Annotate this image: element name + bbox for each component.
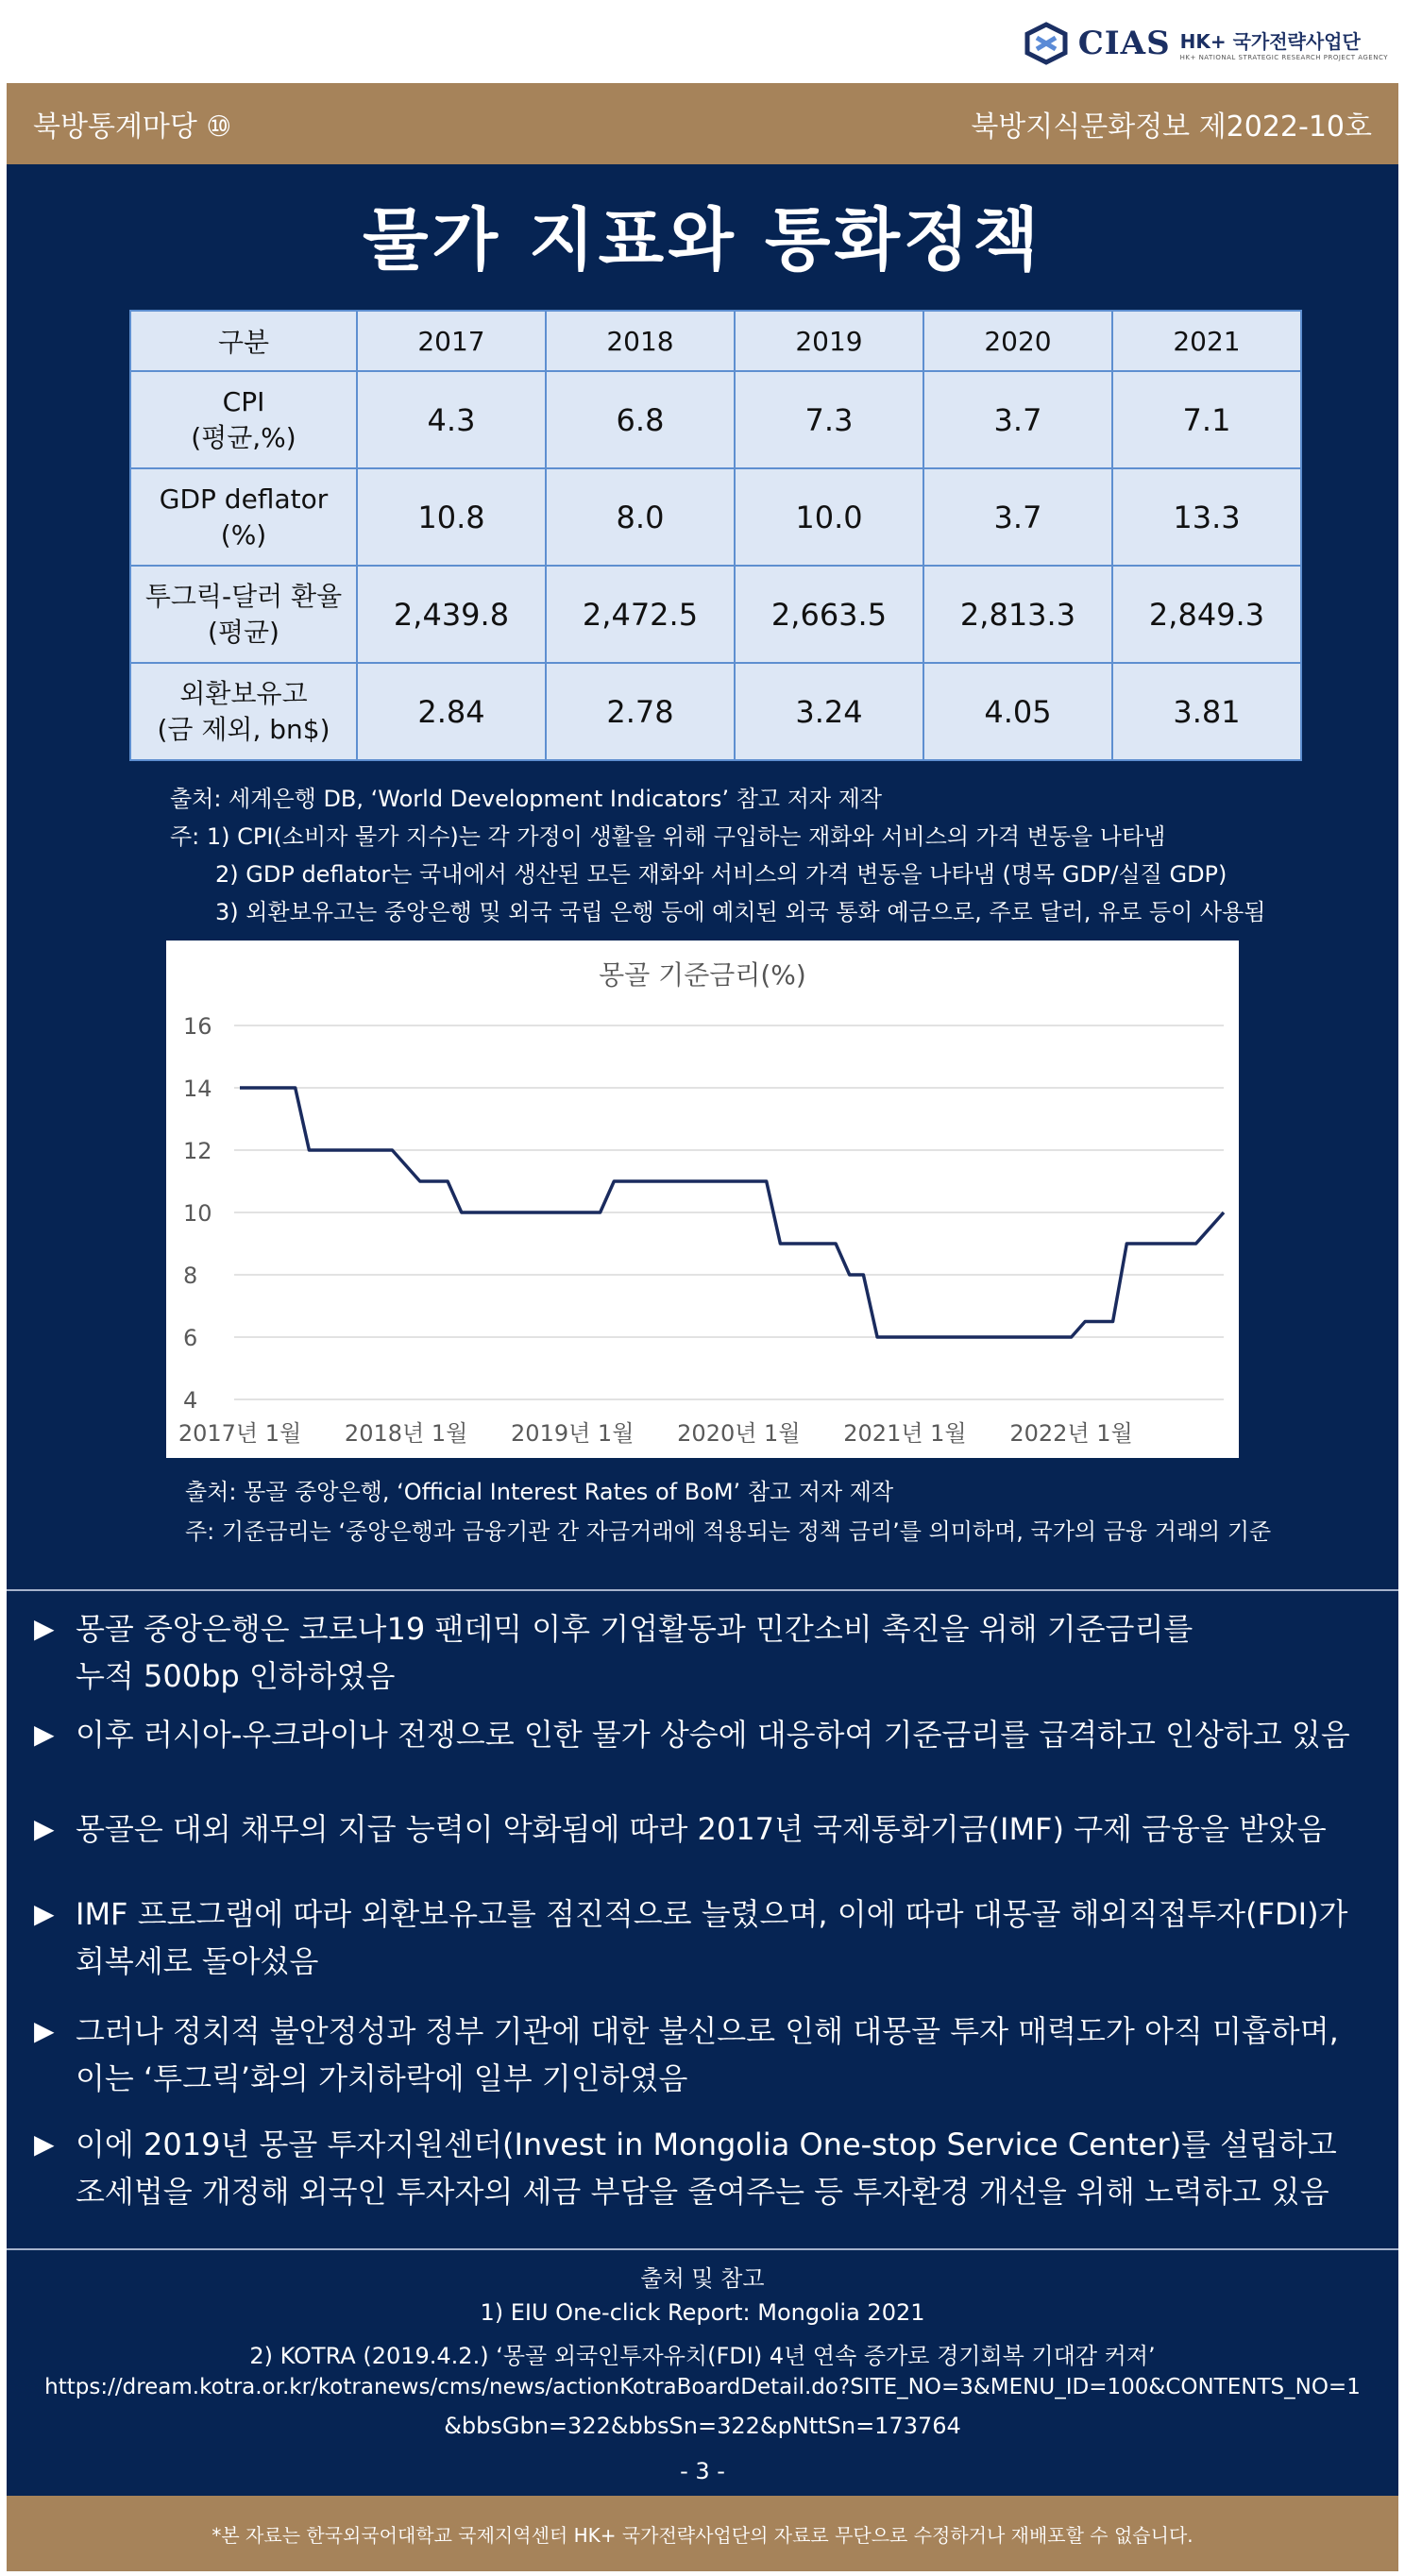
row-label bbox=[130, 566, 357, 663]
bullet-line: 몽골 중앙은행은 코로나19 팬데믹 이후 기업활동과 민간소비 촉진을 위해 기준금리를 bbox=[76, 1611, 1193, 1647]
table-cell: 7.1 bbox=[1112, 371, 1301, 468]
bullet-line: 그러나 정치적 불안정성과 정부 기관에 대한 불신으로 인해 대몽골 투자 매력도가 아직 미흡하며, bbox=[76, 2013, 1339, 2049]
row-label-sub: (평균) bbox=[208, 616, 279, 648]
table-header-row bbox=[130, 311, 1301, 371]
row-label-sub: (평균,%) bbox=[191, 421, 296, 453]
reference-item: 2) KOTRA (2019.4.2.) ‘몽골 외국인투자유치(FDI) 4년 연속 증가로 경기회복 기대감 커져’ bbox=[249, 2343, 1156, 2369]
y-tick-label: 14 bbox=[183, 1076, 212, 1102]
row-label-main: CPI bbox=[222, 385, 265, 417]
page-title: 물가 지표와 통화정책 bbox=[362, 200, 1043, 280]
y-tick-label: 16 bbox=[183, 1013, 212, 1040]
table-cell: 7.3 bbox=[735, 371, 923, 468]
bullet-line: 몽골은 대외 채무의 지급 능력이 악화됨에 따라 2017년 국제통화기금(IMF) 구제 금융을 받았음 bbox=[76, 1811, 1327, 1847]
y-tick-label: 6 bbox=[183, 1325, 198, 1351]
y-tick-label: 12 bbox=[183, 1138, 212, 1164]
triangle-bullet-icon: ▶ bbox=[34, 2128, 55, 2160]
chart-note: 주: 기준금리는 ‘중앙은행과 금융기관 간 자금거래에 적용되는 정책 금리’를 의미하며, 국가의 금융 거래의 기준 bbox=[185, 1518, 1272, 1545]
table-cell: 2,472.5 bbox=[546, 566, 735, 663]
table-cell: 4.3 bbox=[357, 371, 546, 468]
series-label: 북방통계마당 ⑩ bbox=[33, 110, 232, 144]
bullet-line: 조세법을 개정해 외국인 투자자의 세금 부담을 줄여주는 등 투자환경 개선을 위해 노력하고 있음 bbox=[76, 2174, 1329, 2210]
row-label-main: GDP deflator bbox=[159, 483, 329, 515]
reference-url[interactable]: &bbsGbn=322&bbsSn=322&pNttSn=173764 bbox=[444, 2413, 961, 2439]
bullet-line: 누적 500bp 인하하였음 bbox=[76, 1658, 396, 1694]
y-tick-label: 4 bbox=[183, 1387, 198, 1414]
x-tick-label: 2017년 1월 bbox=[178, 1420, 302, 1447]
table-row bbox=[130, 371, 1301, 468]
logo-brand: CIAS bbox=[1077, 25, 1171, 62]
triangle-bullet-icon: ▶ bbox=[34, 1813, 55, 1844]
reference-item: 1) EIU One-click Report: Mongolia 2021 bbox=[480, 2299, 925, 2326]
x-tick-label: 2018년 1월 bbox=[344, 1420, 468, 1447]
table-cell: 10.0 bbox=[735, 468, 923, 566]
bullet-text bbox=[76, 2008, 1379, 2102]
x-tick-label: 2020년 1월 bbox=[677, 1420, 801, 1447]
interest-rate-chart bbox=[166, 941, 1239, 1458]
table-cell: 13.3 bbox=[1112, 468, 1301, 566]
row-label bbox=[130, 371, 357, 468]
table-cell: 3.24 bbox=[735, 663, 923, 760]
cias-logo-icon bbox=[1024, 21, 1069, 66]
triangle-bullet-icon: ▶ bbox=[34, 1613, 55, 1644]
x-tick-label: 2022년 1월 bbox=[1009, 1420, 1133, 1447]
column-header: 2020 bbox=[923, 311, 1112, 371]
column-header: 구분 bbox=[130, 311, 357, 371]
bullet-text bbox=[76, 2121, 1379, 2215]
logo-org-name: HK+ 국가전략사업단 bbox=[1179, 29, 1361, 53]
table-cell: 2.84 bbox=[357, 663, 546, 760]
column-header: 2019 bbox=[735, 311, 923, 371]
y-tick-label: 8 bbox=[183, 1263, 198, 1289]
references-heading: 출처 및 참고 bbox=[640, 2265, 765, 2292]
issue-label: 북방지식문화정보 제2022-10호 bbox=[971, 110, 1372, 144]
table-row bbox=[130, 468, 1301, 566]
row-label-sub: (금 제외, bn$) bbox=[157, 713, 330, 745]
section-divider bbox=[7, 1589, 1398, 1591]
triangle-bullet-icon: ▶ bbox=[34, 1719, 55, 1750]
table-note-3: 3) 외환보유고는 중앙은행 및 외국 국립 은행 등에 예치된 외국 통화 예금으로, 주로 달러, 유로 등이 사용됨 bbox=[215, 899, 1266, 925]
row-label-main: 외환보유고 bbox=[179, 677, 308, 709]
column-header: 2018 bbox=[546, 311, 735, 371]
bullet-text bbox=[76, 1805, 1379, 1853]
table-cell: 2.78 bbox=[546, 663, 735, 760]
stats-table bbox=[129, 310, 1302, 761]
table-cell: 2,813.3 bbox=[923, 566, 1112, 663]
table-cell: 8.0 bbox=[546, 468, 735, 566]
table-cell: 3.81 bbox=[1112, 663, 1301, 760]
table-cell: 4.05 bbox=[923, 663, 1112, 760]
y-tick-label: 10 bbox=[183, 1200, 212, 1227]
bullet-text bbox=[76, 1605, 1379, 1700]
table-cell: 10.8 bbox=[357, 468, 546, 566]
logo bbox=[1024, 17, 1388, 70]
column-header: 2021 bbox=[1112, 311, 1301, 371]
x-tick-label: 2021년 1월 bbox=[843, 1420, 967, 1447]
header-bar bbox=[7, 83, 1398, 164]
page-number: - 3 - bbox=[680, 2458, 725, 2484]
bullet-text bbox=[76, 1711, 1379, 1758]
row-label-main: 투그릭-달러 환율 bbox=[144, 580, 343, 612]
table-cell: 3.7 bbox=[923, 468, 1112, 566]
bullet-line: IMF 프로그램에 따라 외환보유고를 점진적으로 늘렸으며, 이에 따라 대몽골 해외직접투자(FDI)가 bbox=[76, 1896, 1348, 1932]
disclaimer: *본 자료는 한국외국어대학교 국제지역센터 HK+ 국가전략사업단의 자료로 무단으로 수정하거나 재배포할 수 없습니다. bbox=[212, 2523, 1193, 2547]
table-source: 출처: 세계은행 DB, ‘World Development Indicators’ 참고 저자 제작 bbox=[170, 786, 883, 812]
footer-bar bbox=[7, 2496, 1398, 2571]
triangle-bullet-icon: ▶ bbox=[34, 2015, 55, 2046]
row-label bbox=[130, 468, 357, 566]
bullet-line: 회복세로 돌아섰음 bbox=[76, 1943, 319, 1979]
row-label bbox=[130, 663, 357, 760]
table-note-1: 주: 1) CPI(소비자 물가 지수)는 각 가정이 생활을 위해 구입하는 재화와 서비스의 가격 변동을 나타냄 bbox=[170, 823, 1166, 850]
x-tick-label: 2019년 1월 bbox=[511, 1420, 635, 1447]
bullet-line: 이후 러시아-우크라이나 전쟁으로 인한 물가 상승에 대응하여 기준금리를 급격하고 인상하고 있음 bbox=[76, 1717, 1350, 1753]
table-note-2: 2) GDP deflator는 국내에서 생산된 모든 재화와 서비스의 가격 변동을 나타냄 (명목 GDP/실질 GDP) bbox=[215, 861, 1227, 888]
logo-org bbox=[1180, 26, 1388, 61]
section-divider bbox=[7, 2248, 1398, 2250]
table-row bbox=[130, 566, 1301, 663]
table-row bbox=[130, 663, 1301, 760]
logo-org-sub: HK+ NATIONAL STRATEGIC RESEARCH PROJECT AGENCY bbox=[1179, 53, 1388, 61]
table-cell: 2,439.8 bbox=[357, 566, 546, 663]
chart-title: 몽골 기준금리(%) bbox=[599, 959, 806, 991]
triangle-bullet-icon: ▶ bbox=[34, 1898, 55, 1929]
reference-url[interactable]: https://dream.kotra.or.kr/kotranews/cms/news/actionKotraBoardDetail.do?SITE_NO=3&MENU_ID=100&CONTENTS_NO=1 bbox=[44, 2375, 1361, 2399]
table-cell: 2,663.5 bbox=[735, 566, 923, 663]
chart-source: 출처: 몽골 중앙은행, ‘Official Interest Rates of BoM’ 참고 저자 제작 bbox=[185, 1479, 894, 1505]
table-cell: 6.8 bbox=[546, 371, 735, 468]
table-cell: 3.7 bbox=[923, 371, 1112, 468]
row-label-sub: (%) bbox=[220, 518, 267, 551]
chart-svg bbox=[166, 941, 1239, 1458]
column-header: 2017 bbox=[357, 311, 546, 371]
table-cell: 2,849.3 bbox=[1112, 566, 1301, 663]
bullet-line: 이는 ‘투그릭’화의 가치하락에 일부 기인하였음 bbox=[76, 2060, 688, 2096]
bullet-line: 이에 2019년 몽골 투자지원센터(Invest in Mongolia One-stop Service Center)를 설립하고 bbox=[76, 2127, 1337, 2162]
bullet-text bbox=[76, 1890, 1379, 1985]
